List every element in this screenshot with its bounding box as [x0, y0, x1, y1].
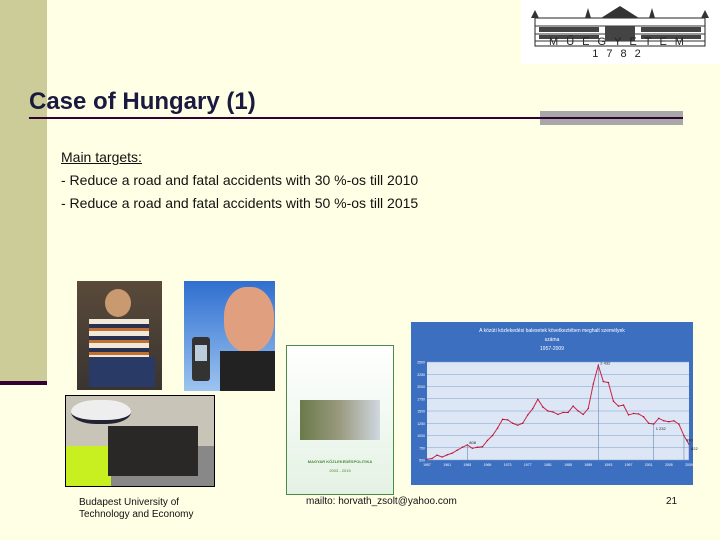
data-point: [633, 413, 634, 414]
left-accent-divider: [0, 381, 47, 385]
data-point: [673, 420, 674, 421]
data-point: [628, 414, 629, 415]
footer-organization: [79, 497, 194, 521]
data-point: [497, 427, 498, 428]
data-point: [593, 383, 594, 384]
data-point: [477, 447, 478, 448]
data-point: [472, 448, 473, 449]
data-point: [663, 420, 664, 421]
data-point: [572, 405, 573, 406]
page-number: 21: [666, 496, 678, 507]
data-point: [603, 381, 604, 382]
data-point: [678, 424, 679, 425]
chart-title-line: A közúti közlekedési balesetek következtében meghalt személyek: [479, 328, 625, 334]
booklet-title: MAGYAR KÖZLEKEDÉSPOLITIKA: [307, 459, 373, 464]
data-point: [517, 425, 518, 426]
data-point: [623, 404, 624, 405]
data-point: [562, 412, 563, 413]
data-point: [512, 423, 513, 424]
data-point: [451, 452, 452, 453]
data-point: [608, 382, 609, 383]
data-point: [492, 435, 493, 436]
x-tick-label: 1977: [523, 463, 532, 467]
x-tick-label: 2009: [685, 463, 693, 467]
footer-org-line2: Technology and Economy: [79, 509, 194, 520]
title-underline: [29, 117, 683, 119]
y-tick-label: 2000: [417, 385, 425, 389]
y-tick-label: 1250: [417, 421, 425, 426]
x-tick-label: 1997: [624, 463, 633, 467]
data-label: 996: [685, 437, 693, 443]
data-point: [658, 418, 659, 419]
data-point: [588, 408, 589, 409]
data-point: [426, 459, 427, 460]
x-tick-label: 1981: [544, 463, 552, 467]
data-point: [613, 401, 614, 402]
data-point: [446, 454, 447, 455]
data-point: [522, 423, 523, 424]
data-label: 2 432: [600, 360, 611, 366]
data-point: [552, 411, 553, 412]
y-tick-label: 2250: [417, 372, 425, 377]
speed-camera-police-photo: [65, 395, 215, 487]
data-point: [648, 423, 649, 424]
data-point: [668, 421, 669, 422]
data-point: [462, 447, 463, 448]
data-point: [441, 456, 442, 457]
footer-email-link[interactable]: mailto: horvath_zsolt@yahoo.com: [306, 496, 457, 507]
chart-title-line: száma: [544, 337, 560, 343]
data-point: [502, 419, 503, 420]
university-logo: [521, 0, 720, 64]
chart-title-line: 1957-2009: [540, 346, 564, 352]
x-tick-label: 1973: [503, 463, 512, 467]
data-point: [537, 399, 538, 400]
child-seatbelt-photo: [77, 281, 162, 390]
data-point: [577, 410, 578, 411]
left-accent-bar: [0, 0, 47, 381]
x-tick-label: 1965: [463, 463, 472, 467]
data-point: [618, 405, 619, 406]
x-tick-label: 1989: [584, 463, 593, 467]
data-point: [457, 450, 458, 451]
y-tick-label: 500: [419, 458, 425, 463]
booklet-years: 2003 - 2015: [329, 468, 351, 473]
data-point: [643, 416, 644, 417]
data-point: [638, 413, 639, 414]
x-tick-label: 1993: [604, 463, 613, 467]
x-tick-label: 2005: [664, 463, 673, 467]
logo-text: MŰEGYETEM 1782: [549, 36, 692, 60]
data-point: [487, 440, 488, 441]
data-label: 808: [469, 439, 476, 445]
data-point: [482, 446, 483, 447]
data-point: [542, 406, 543, 407]
x-tick-label: 1957: [423, 463, 431, 467]
data-label: 822: [691, 446, 698, 452]
y-tick-label: 1000: [417, 434, 425, 438]
x-tick-label: 1961: [443, 463, 452, 467]
data-point: [567, 412, 568, 413]
bullet-item: - Reduce a road and fatal accidents with 50 %-os till 2015: [61, 195, 419, 211]
transport-policy-booklet: [286, 345, 394, 495]
y-tick-label: 750: [419, 446, 425, 451]
data-point: [547, 410, 548, 411]
data-point: [431, 458, 432, 459]
data-point: [582, 414, 583, 415]
targets-heading: Main targets:: [61, 149, 142, 165]
data-point: [532, 408, 533, 409]
data-point: [507, 419, 508, 420]
y-tick-label: 1500: [417, 409, 425, 414]
data-point: [527, 414, 528, 415]
data-point: [436, 454, 437, 455]
slide-body: [61, 146, 418, 215]
data-label: 1 232: [655, 426, 666, 432]
x-tick-label: 1969: [483, 463, 492, 467]
footer-org-line1: Budapest University of: [79, 497, 180, 508]
x-tick-label: 1985: [564, 463, 572, 467]
fatalities-chart: [411, 322, 698, 485]
y-tick-label: 1750: [417, 397, 425, 402]
chart-svg: [411, 322, 698, 485]
breathalyzer-photo: [184, 281, 275, 391]
slide-title: Case of Hungary (1): [29, 88, 256, 115]
bullet-item: - Reduce a road and fatal accidents with 30 %-os till 2010: [61, 172, 419, 188]
y-tick-label: 2500: [417, 360, 425, 365]
x-tick-label: 2001: [644, 463, 653, 467]
data-point: [557, 414, 558, 415]
